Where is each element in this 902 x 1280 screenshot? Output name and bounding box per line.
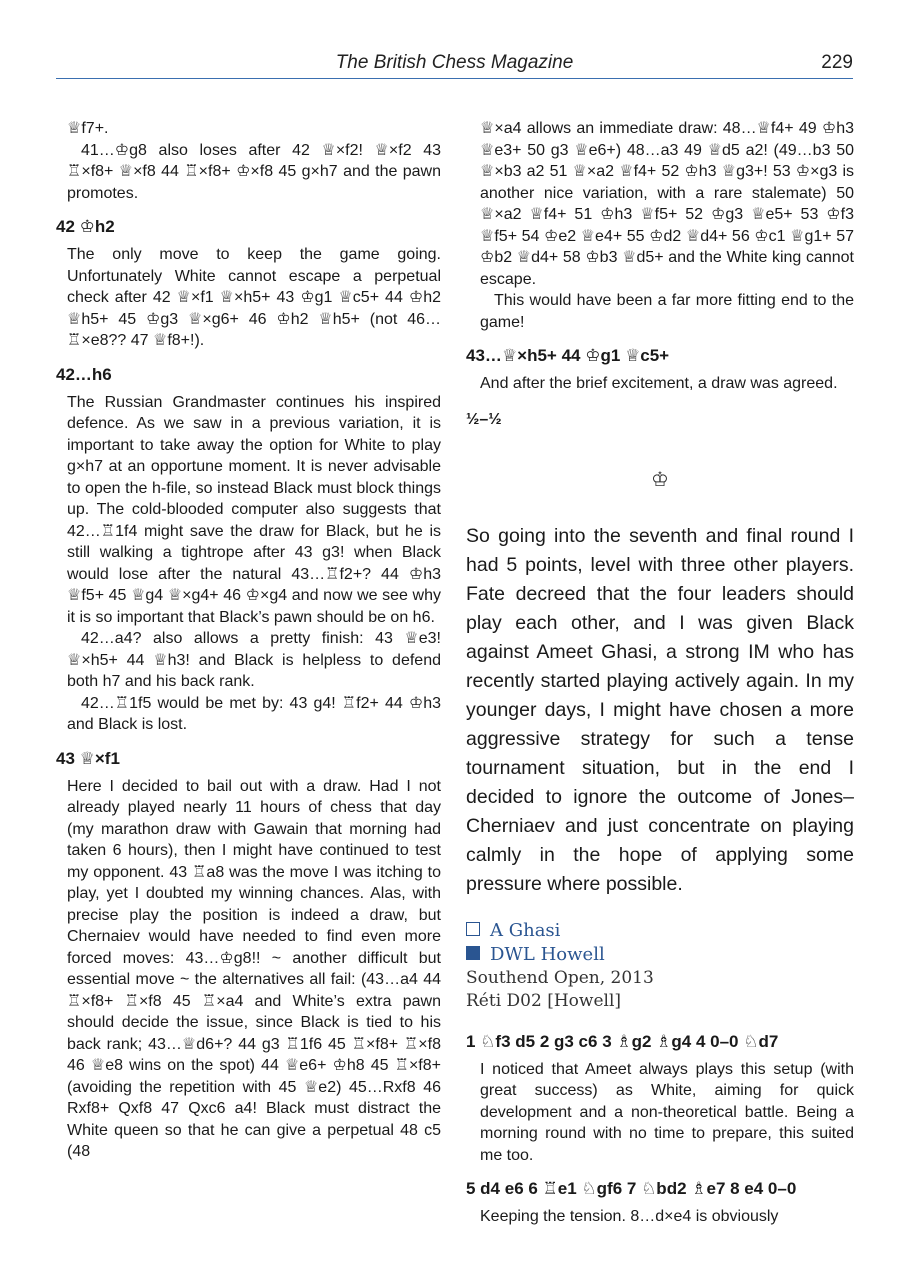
paragraph: 42…a4? also allows a pretty finish: 43 ♕e3! ♕×h5+ 44 ♕h3! and Black is helpless to defend both h7 and his back rank. [67, 630, 441, 690]
paragraph: Here I decided to bail out with a draw. Had I not already played nearly 11 hours of chess that day (my marathon draw with Gawain that morning had taken 6 hours), then I might have continued to test my opponent. 43 ♖a8 was the move I was itching to play, yet I doubted my winning chances. Alas, with precise play the position is indeed a draw, but Chernaiev would have needed to find even more forced moves: 43…♔g8!! ~ another difficult but essential move ~ the alternatives all fail: (43…a4 44 ♖×f8+ ♖×f8 45 ♖×a4 and White’s extra pawn should decide the issue, since Black is tied to his back rank; 43…♕d6+? 44 g3 ♖1f6 45 ♖×f8+ ♖×f8 46 ♕e8 wins on the spot) 44 ♕e6+ ♔h8 45 ♖×f8+ (avoiding the repetition with 45 ♕e2) 45…Rxf8 46 Rxf8+ Qxf8 47 Qxc6 a4! Black must distract the White queen so that he can give a perpetual 48 c5 (48 [67, 777, 441, 1160]
black-player [466, 943, 854, 967]
paragraph: The only move to keep the game going. Unfortunately White cannot escape a perpetual check after 42 ♕×f1 ♕×h5+ 43 ♔g1 ♕c5+ 44 ♔h2 ♕h5+ 45 ♔g3 ♕×g6+ 46 ♔h2 ♕h5+ (not 46…♖×e8?? 47 ♕f8+!). [67, 246, 441, 349]
move-heading: 42…h6 [56, 364, 112, 384]
page-header [56, 50, 853, 79]
game-header [466, 919, 854, 1013]
paragraph: ♕f7+. [67, 120, 109, 137]
game-result: ½–½ [466, 410, 502, 428]
page-number: 229 [821, 52, 853, 73]
narrative-paragraph: So going into the seventh and final round I had 5 points, level with three other players. Fate decreed that the four leaders should play each other, and I was given Black against Ameet Ghasi, a strong IM who has recently started playing actively again. In my younger days, I might have chosen a more aggressive strategy for such a tense tournament situation, but in the end I decided to ignore the outcome of Jones–Cherniaev and just concentrate on playing calmly in the hope of applying some pressure where possible. [466, 524, 854, 895]
black-square-icon [466, 946, 480, 960]
paragraph: This would have been a far more fitting end to the game! [480, 292, 854, 331]
white-player-name: A Ghasi [490, 919, 561, 941]
white-square-icon [466, 922, 480, 936]
paragraph: I noticed that Ameet always plays this setup (with great success) as White, aiming for quick development and a non-theoretical battle. Being a morning round with no time to prepare, this suited me too. [480, 1060, 854, 1164]
move-heading: 5 d4 e6 6 ♖e1 ♘gf6 7 ♘bd2 ♗e7 8 e4 0–0 [466, 1179, 797, 1198]
white-player [466, 919, 854, 943]
paragraph: ♕×a4 allows an immediate draw: 48…♕f4+ 49 ♔h3 ♕e3+ 50 g3 ♕e6+) 48…a3 49 ♕d5 a2! (49…b3 50 ♕×b3 a2 51 ♕×a2 ♕f4+ 52 ♔h3 ♕g3+! 53 ♔×g3 is another nice variation, with a rare stalemate) 50 ♕×a2 ♕f4+ 51 ♔h3 ♕f5+ 52 ♔g3 ♕e5+ 53 ♔f3 ♕f5+ 54 ♔e2 ♕e4+ 55 ♔d2 ♕d4+ 56 ♔c1 ♕g1+ 57 ♔b2 ♕d4+ 58 ♔b3 ♕d5+ and the White king cannot escape. [480, 120, 854, 288]
left-column [56, 118, 441, 1163]
move-heading: 43…♕×h5+ 44 ♔g1 ♕c5+ [466, 346, 670, 365]
move-heading: 1 ♘f3 d5 2 g3 c6 3 ♗g2 ♗g4 4 0–0 ♘d7 [466, 1031, 779, 1051]
paragraph: And after the brief excitement, a draw was agreed. [480, 375, 838, 392]
black-player-name: DWL Howell [490, 943, 605, 965]
paragraph: 42…♖1f5 would be met by: 43 g4! ♖f2+ 44 ♔h3 and Black is lost. [67, 694, 441, 733]
paragraph: 41…♔g8 also loses after 42 ♕×f2! ♕×f2 43 ♖×f8+ ♕×f8 44 ♖×f8+ ♔×f8 45 g×h7 and the pawn promotes. [67, 141, 441, 202]
paragraph: Keeping the tension. 8…d×e4 is obviously [480, 1208, 779, 1225]
move-heading: 42 ♔h2 [56, 217, 115, 236]
event-line: Southend Open, 2013 [466, 967, 654, 988]
magazine-title: The British Chess Magazine [335, 52, 574, 73]
opening-name: Réti D02 [466, 990, 542, 1011]
king-divider-icon: ♔ [651, 468, 669, 491]
paragraph: The Russian Grandmaster continues his inspired defence. As we saw in a previous variation, it is important to take away the option for White to play g×h7 at an opportune moment. It is never advisable to open the h-file, so instead Black must block things up. The cold-blooded computer also suggests that 42…♖1f4 might save the draw for Black, but he is still walking a tightrope after 43 g3! when Black would lose after the natural 43…♖f2+? 44 ♔h3 ♕f5+ 45 ♕g4 ♕×g4+ 46 ♔×g4 and now we see why it is so important that Black’s pawn should be on h6. [67, 393, 441, 626]
opening-line [466, 990, 854, 1013]
annotator: [Howell] [547, 990, 622, 1011]
move-heading: 43 ♕×f1 [56, 748, 120, 768]
right-column [466, 118, 854, 1228]
